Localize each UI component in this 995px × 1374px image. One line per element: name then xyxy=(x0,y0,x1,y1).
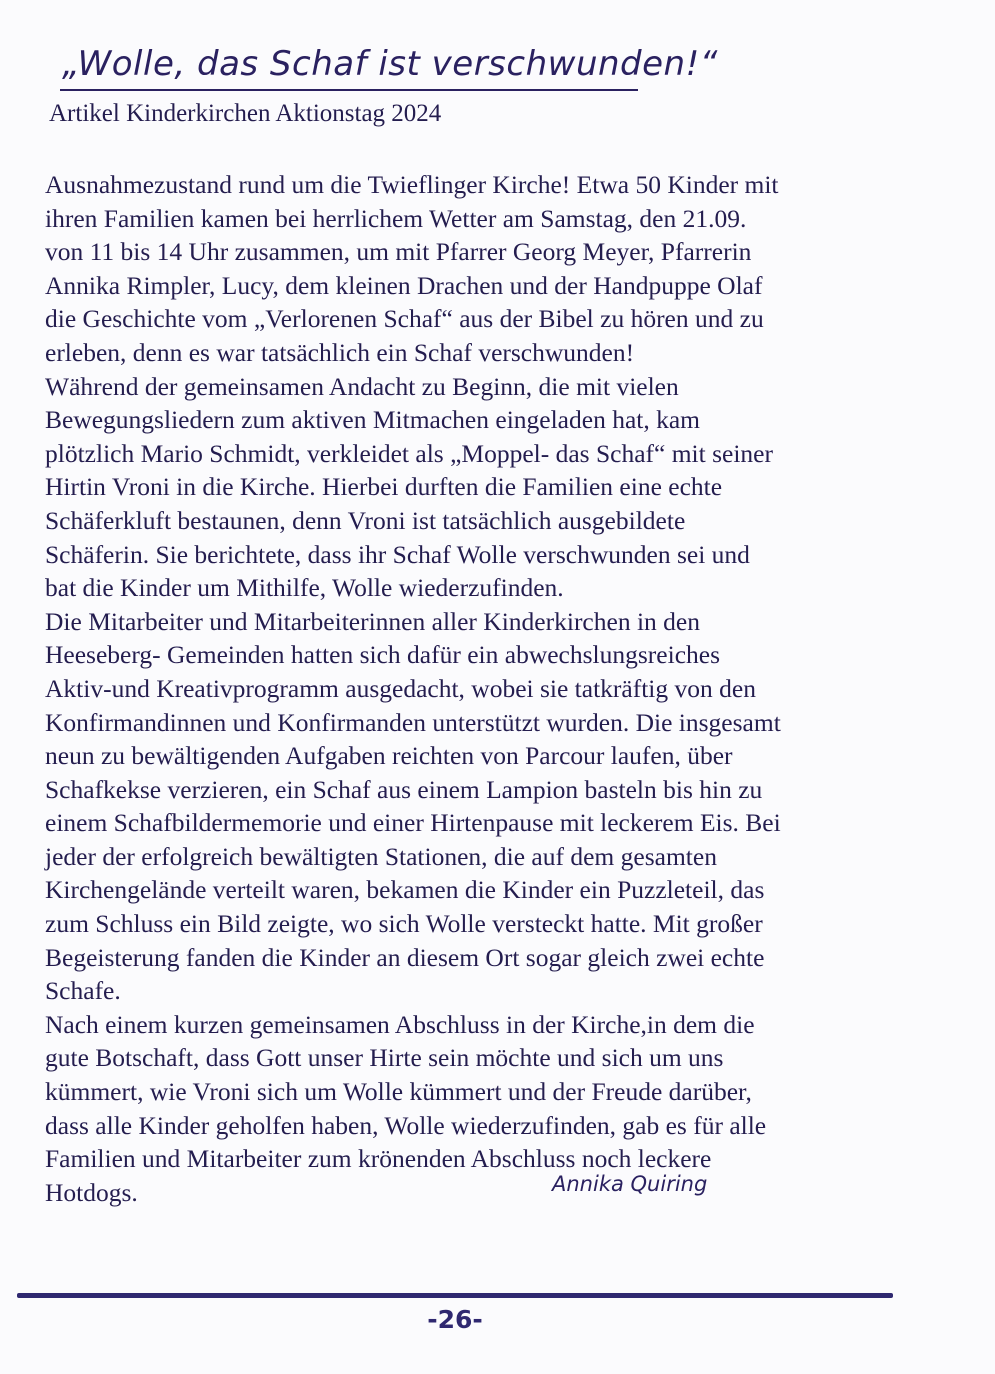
body-line: Während der gemeinsamen Andacht zu Beginn, die mit vielen xyxy=(45,371,679,401)
body-line: Ausnahmezustand rund um die Twieflinger Kirche! Etwa 50 Kinder mit xyxy=(45,170,779,199)
body-line: neun zu bewältigenden Aufgaben reichten von Parcour laufen, über xyxy=(45,741,733,771)
footer-divider xyxy=(17,1293,893,1298)
body-line: Familien und Mitarbeiter zum krönenden Abschluss noch leckere xyxy=(45,1144,712,1174)
body-line: von 11 bis 14 Uhr zusammen, um mit Pfarrer Georg Meyer, Pfarrerin xyxy=(45,237,752,267)
body-line: kümmert, wie Vroni sich um Wolle kümmert und der Freude darüber, xyxy=(45,1077,752,1107)
body-line: Hotdogs. xyxy=(45,1177,138,1207)
page-number: -26- xyxy=(427,1305,483,1334)
body-line: Schäferkluft bestaunen, denn Vroni ist tatsächlich ausgebildete xyxy=(45,505,686,535)
body-line: einem Schafbildermemorie und einer Hirtenpause mit leckerem Eis. Bei xyxy=(45,808,781,838)
body-line: Bewegungsliedern zum aktiven Mitmachen eingeladen hat, kam xyxy=(45,405,700,435)
body-line: Schafkekse verzieren, ein Schaf aus einem Lampion basteln bis hin zu xyxy=(45,774,763,804)
article-title: „Wolle, das Schaf ist verschwunden!“ xyxy=(62,44,718,84)
body-line: Aktiv-und Kreativprogramm ausgedacht, wobei sie tatkräftig von den xyxy=(45,673,756,703)
body-line: plötzlich Mario Schmidt, verkleidet als „Moppel- das Schaf“ mit seiner xyxy=(45,438,773,468)
body-line: Begeisterung fanden die Kinder an diesem Ort sogar gleich zwei echte xyxy=(45,942,765,972)
body-line: Schafe. xyxy=(45,976,121,1006)
body-line: die Geschichte vom „Verlorenen Schaf“ aus der Bibel zu hören und zu xyxy=(45,304,764,334)
title-underline xyxy=(60,89,638,91)
body-line: Kirchengelände verteilt waren, bekamen die Kinder ein Puzzleteil, das xyxy=(45,875,765,905)
body-line: Die Mitarbeiter und Mitarbeiterinnen aller Kinderkirchen in den xyxy=(45,606,700,636)
body-line: Heeseberg- Gemeinden hatten sich dafür ein abwechslungsreiches xyxy=(45,640,721,670)
article-body xyxy=(45,168,945,1209)
body-line: dass alle Kinder geholfen haben, Wolle wiederzufinden, gab es für alle xyxy=(45,1110,767,1140)
body-line: Nach einem kurzen gemeinsamen Abschluss in der Kirche,in dem die xyxy=(45,1009,755,1039)
article-subtitle: Artikel Kinderkirchen Aktionstag 2024 xyxy=(49,100,442,127)
body-line: zum Schluss ein Bild zeigte, wo sich Wolle versteckt hatte. Mit großer xyxy=(45,909,763,939)
body-line: gute Botschaft, dass Gott unser Hirte sein möchte und sich um uns xyxy=(45,1043,724,1073)
body-line: erleben, denn es war tatsächlich ein Schaf verschwunden! xyxy=(45,337,635,367)
body-line: bat die Kinder um Mithilfe, Wolle wiederzufinden. xyxy=(45,573,564,603)
body-line: Schäferin. Sie berichtete, dass ihr Schaf Wolle verschwunden sei und xyxy=(45,539,750,569)
body-line: Hirtin Vroni in die Kirche. Hierbei durften die Familien eine echte xyxy=(45,472,723,502)
body-line: Konfirmandinnen und Konfirmanden unterstützt wurden. Die insgesamt xyxy=(45,707,781,737)
author-signature: Annika Quiring xyxy=(552,1172,708,1196)
body-line: jeder der erfolgreich bewältigten Stationen, die auf dem gesamten xyxy=(45,841,717,871)
body-line: ihren Familien kamen bei herrlichem Wetter am Samstag, den 21.09. xyxy=(45,203,747,233)
body-line: Annika Rimpler, Lucy, dem kleinen Drachen und der Handpuppe Olaf xyxy=(45,270,763,300)
